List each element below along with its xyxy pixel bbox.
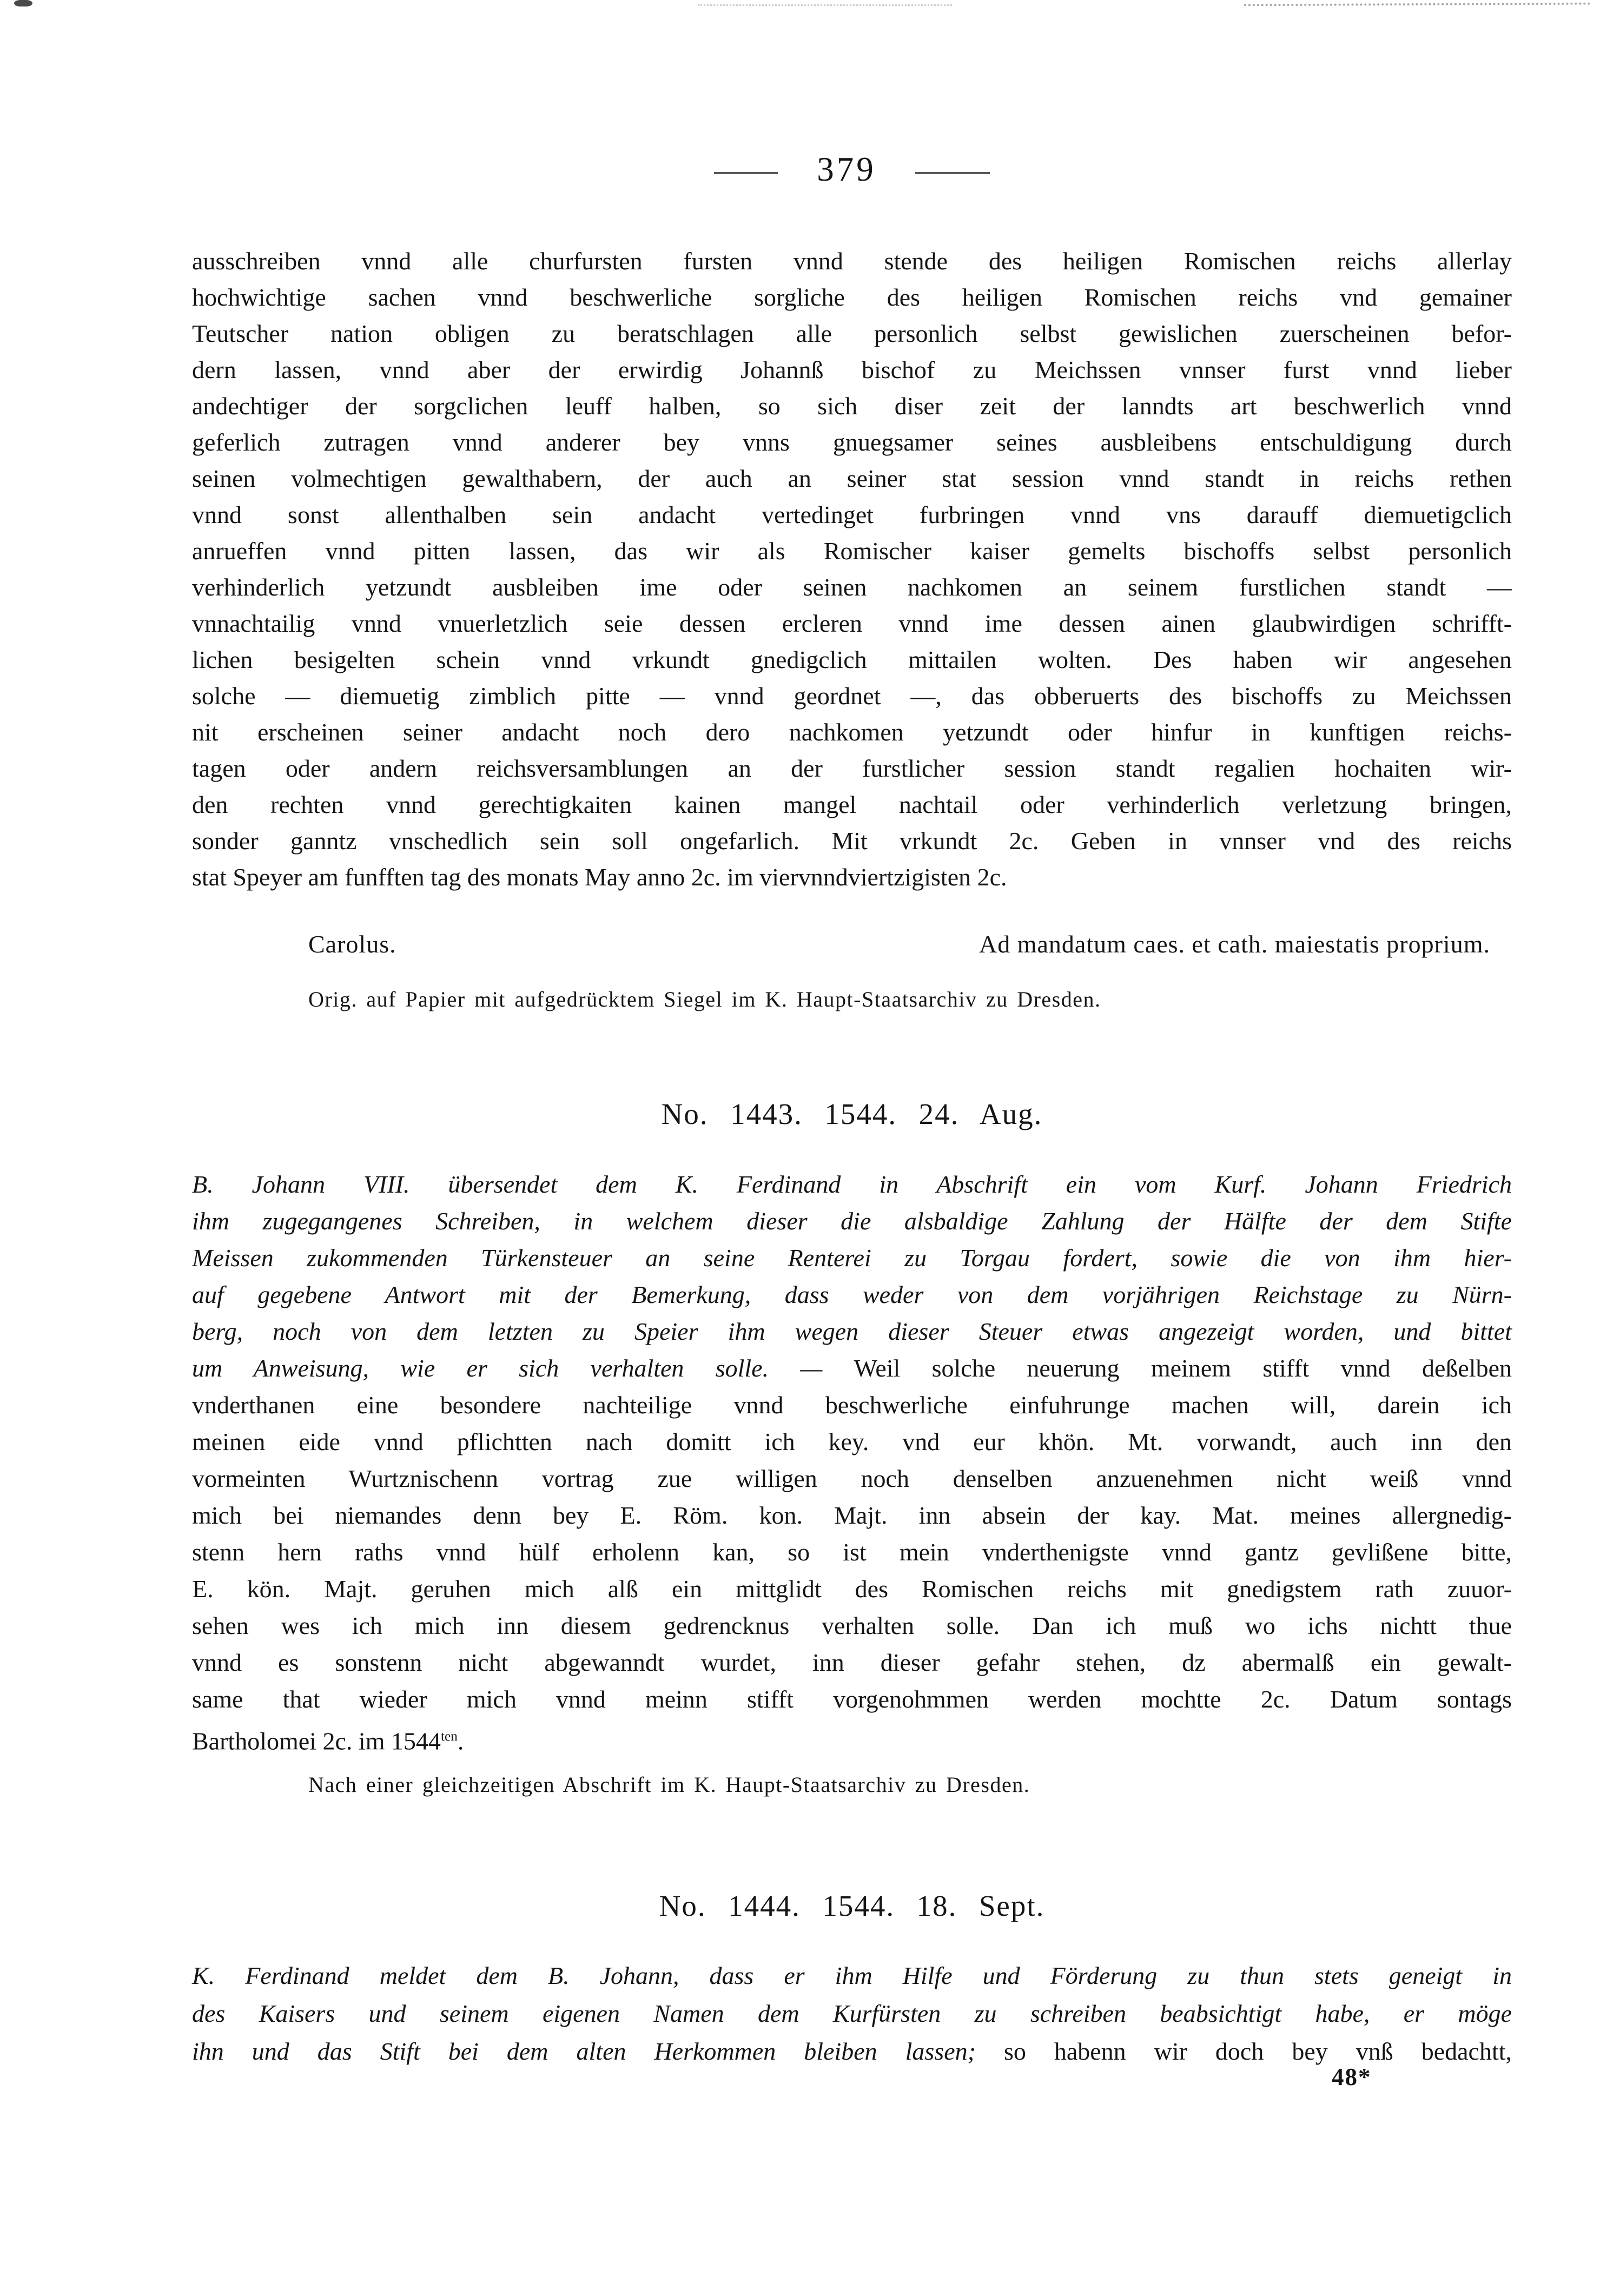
regest-italic-text: um Anweisung, wie er sich verhalten solle. — — [192, 1354, 854, 1382]
signature-row — [192, 926, 1512, 962]
text-line: vnderthanen eine besondere nachteilige vnnd beschwerliche einfuhrunge machen will, darein ich — [192, 1391, 1512, 1419]
regest-italic-lines — [192, 1957, 1512, 2033]
text-line: ausschreiben vnnd alle churfursten fursten vnnd stende des heiligen Romischen reichs allerlay — [192, 247, 1512, 275]
page-number: 379 — [817, 150, 876, 188]
text-line: stenn hern raths vnnd hülf erholenn kan, so ist mein vnderthenigste vnnd gantz gevlißene bitte, — [192, 1538, 1512, 1566]
text-line: sonder ganntz vnschedlich sein soll ongefarlich. Mit vrkundt 2c. Geben in vnnser vnd des reichs — [192, 827, 1512, 855]
text-line: geferlich zutragen vnnd anderer bey vnns gnuegsamer seines ausbleibens entschuldigung durch — [192, 428, 1512, 456]
text-line: E. kön. Majt. geruhen mich alß ein mittglidt des Romischen reichs mit gnedigstem rath zuuor- — [192, 1575, 1512, 1603]
scan-artifact-dots — [698, 4, 952, 6]
text-line: vnnachtailig vnnd vnuerletzlich seie dessen ercleren vnnd ime dessen ainen glaubwirdigen schrifft- — [192, 610, 1512, 637]
text-line: mich bei niemandes denn bey E. Röm. kon. Majt. inn absein der kay. Mat. meines allergnedig- — [192, 1501, 1512, 1529]
text-line: Teutscher nation obligen zu beratschlagen alle personlich selbst gewislichen zuerscheinen befor- — [192, 320, 1512, 347]
text-line: auf gegebene Antwort mit der Bemerkung, dass weder von dem vorjährigen Reichstage zu Nürn- — [192, 1281, 1512, 1308]
text-line-mixed — [192, 1350, 1512, 1387]
sheet-signature-mark: 48* — [1332, 2063, 1372, 2090]
text-line: tagen oder andern reichsversamblungen an der furstlicher session standt regalien hochaiten wir- — [192, 755, 1512, 782]
mandate-formula: Ad mandatum caes. et cath. maiestatis proprium. — [978, 930, 1490, 958]
document-1444-paragraph — [192, 1957, 1512, 2070]
document-heading-1444: No. 1444. 1544. 18. Sept. — [659, 1889, 1045, 1922]
quoted-roman-text: Weil solche neuerung meinem stifft vnnd deßelben — [854, 1354, 1512, 1382]
text-line: berg, noch von dem letzten zu Speier ihm wegen dieser Steuer etwas angezeigt worden, und bittet — [192, 1318, 1512, 1345]
text-line: nit erscheinen seiner andacht noch dero nachkomen yetzundt oder hinfur in kunftigen reichs- — [192, 718, 1512, 746]
text-line: verhinderlich yetzundt ausbleiben ime oder seinen nachkomen an seinem furstlichen standt — — [192, 573, 1512, 601]
document-heading-1443: No. 1443. 1544. 24. Aug. — [661, 1097, 1043, 1130]
quoted-roman-text: so habenn wir doch bey vnß bedachtt, — [1003, 2037, 1512, 2065]
source-note: Nach einer gleichzeitigen Abschrift im K. Haupt-Staatsarchiv zu Dresden. — [308, 1772, 1030, 1797]
text-line: seinen volmechtigen gewalthabern, der auch an seiner stat session vnnd standt in reichs rethen — [192, 465, 1512, 492]
text-line: hochwichtige sachen vnnd beschwerliche sorgliche des heiligen Romischen reichs vnd gemainer — [192, 283, 1512, 311]
text-line-datum — [192, 1718, 1512, 1759]
ordinal-superscript: ten — [440, 1729, 458, 1744]
text-line: den rechten vnnd gerechtigkaiten kainen mangel nachtail oder verhinderlich verletzung bringen, — [192, 791, 1512, 818]
text-line: lichen besigelten schein vnnd vrkundt gnedigclich mittailen wolten. Des haben wir angesehen — [192, 646, 1512, 673]
regest-italic-text: ihn und das Stift bei dem alten Herkommen bleiben lassen; — [192, 2037, 1004, 2065]
source-note: Orig. auf Papier mit aufgedrücktem Siegel im K. Haupt-Staatsarchiv zu Dresden. — [308, 987, 1101, 1011]
text-line: same that wieder mich vnnd meinn stifft vorgenohmmen werden mochtte 2c. Datum sontags — [192, 1685, 1512, 1713]
text-line: K. Ferdinand meldet dem B. Johann, dass er ihm Hilfe und Förderung zu thun stets geneigt in — [192, 1962, 1512, 1989]
text-line: des Kaisers und seinem eigenen Namen dem Kurfürsten zu schreiben beabsichtigt habe, er möge — [192, 2000, 1512, 2027]
text-line: ihm zugegangenes Schreiben, in welchem dieser die alsbaldige Zahlung der Hälfte der dem Stifte — [192, 1207, 1512, 1235]
text-line: vormeinten Wurtznischenn vortrag zue willigen noch denselben anzuenehmen nicht weiß vnnd — [192, 1465, 1512, 1492]
signer-name: Carolus. — [308, 930, 396, 958]
text-line: solche — diemuetig zimblich pitte — vnnd geordnet —, das obberuerts des bischoffs zu Meichssen — [192, 682, 1512, 710]
document-1443-paragraph — [192, 1166, 1512, 1759]
text-line: dern lassen, vnnd aber der erwirdig Johannß bischof zu Meichssen vnnser furst vnnd lieber — [192, 356, 1512, 383]
quoted-roman-lines — [192, 1387, 1512, 1718]
page-number-row — [192, 150, 1512, 190]
text-line: vnnd sonst allenthalben sein andacht vertedinget furbringen vnnd vns darauff diemuetigclich — [192, 501, 1512, 528]
text-line-mixed — [192, 2033, 1512, 2070]
text-line: meinen eide vnnd pflichtten nach domitt ich key. vnd eur khön. Mt. vorwandt, auch inn den — [192, 1428, 1512, 1455]
charter-justified-lines — [192, 243, 1512, 859]
datum-text: Bartholomei 2c. im 1544 — [192, 1727, 441, 1755]
page-number-rule-right — [915, 172, 990, 174]
page-number-rule-left — [714, 172, 778, 174]
datum-period: . — [457, 1727, 464, 1755]
text-line: anrueffen vnnd pitten lassen, das wir als Romischer kaiser gemelts bischoffs selbst personlich — [192, 537, 1512, 565]
text-line: Meissen zukommenden Türkensteuer an seine Renterei zu Torgau fordert, sowie die von ihm hier- — [192, 1244, 1512, 1272]
scan-artifact-dots — [1244, 3, 1590, 6]
text-line: vnnd es sonstenn nicht abgewanndt wurdet, inn dieser gefahr stehen, dz abermalß ein gewalt- — [192, 1649, 1512, 1676]
text-line: andechtiger der sorgclichen leuff halben, so sich diser zeit der lanndts art beschwerlich vnnd — [192, 392, 1512, 420]
text-line: stat Speyer am funfften tag des monats May anno 2c. im viervnndviertzigisten 2c. — [192, 863, 1007, 891]
text-line: B. Johann VIII. übersendet dem K. Ferdinand in Abschrift ein vom Kurf. Johann Friedrich — [192, 1170, 1512, 1198]
charter-continuation-paragraph — [192, 243, 1512, 895]
scan-artifact-speck — [14, 0, 32, 6]
regest-italic-lines — [192, 1166, 1512, 1350]
text-line: sehen wes ich mich inn diesem gedrencknus verhalten solle. Dan ich muß wo ichs nichtt thue — [192, 1612, 1512, 1639]
